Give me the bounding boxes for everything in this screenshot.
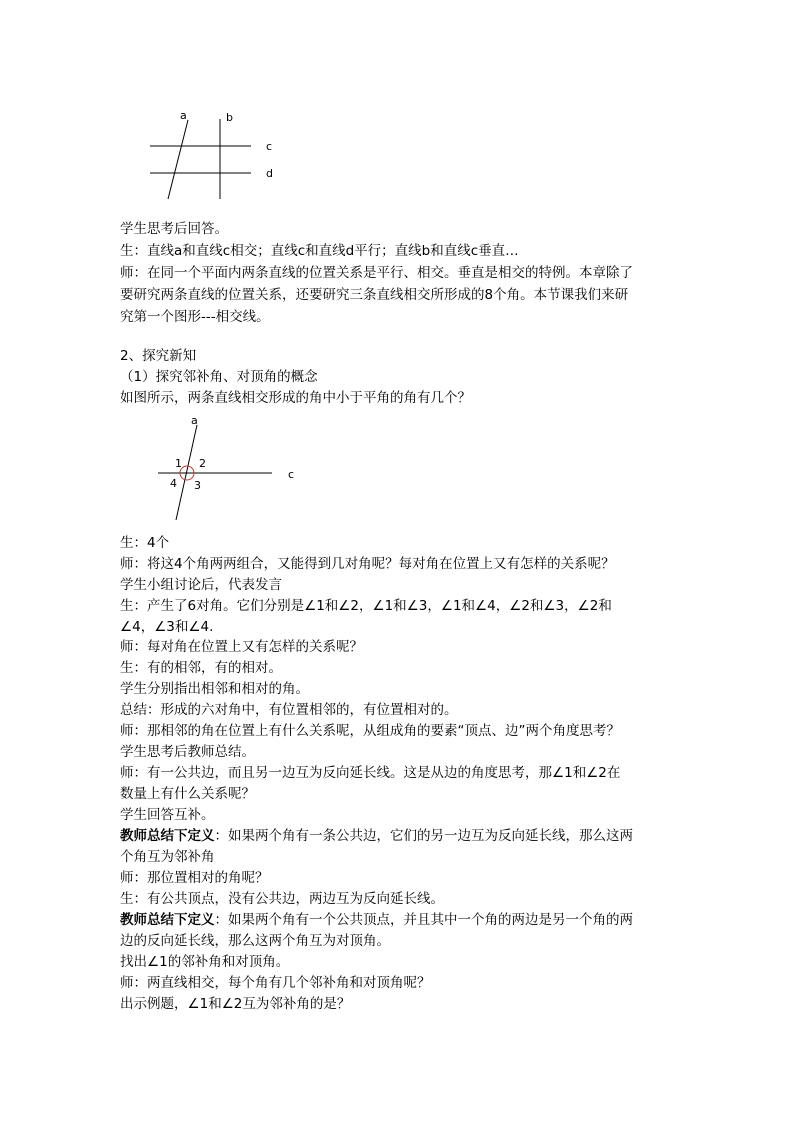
- definition-label: 教师总结下定义: [120, 828, 215, 844]
- text-line: 究第一个图形---相交线。: [120, 309, 270, 325]
- label-a: a: [191, 414, 198, 427]
- text-line: 生：4个: [120, 535, 170, 551]
- text-line: 生：有的相邻，有的相对。: [120, 660, 282, 676]
- definition-line: [120, 911, 633, 929]
- text-line: 师：将这4个角两两组合，又能得到几对角呢？每对角在位置上又有怎样的关系呢？: [120, 556, 615, 572]
- text-line: 要研究两条直线的位置关系，还要研究三条直线相交所形成的8个角。本节课我们来研: [120, 287, 629, 303]
- text-line: 数量上有什么关系呢？: [120, 786, 255, 802]
- text-line: 师：在同一个平面内两条直线的位置关系是平行、相交。垂直是相交的特例。本章除了: [120, 265, 633, 281]
- text-line: 总结：形成的六对角中，有位置相邻的，有位置相对的。: [120, 702, 458, 718]
- section-heading: 2、探究新知: [120, 348, 197, 364]
- text-line: 个角互为邻补角: [120, 849, 215, 865]
- text-line: 学生思考后回答。: [120, 221, 228, 237]
- angle-4-label: 4: [170, 477, 177, 490]
- text-line: 如图所示，两条直线相交形成的角中小于平角的角有几个？: [120, 390, 471, 406]
- subsection-heading: （1）探究邻补角、对顶角的概念: [120, 369, 318, 385]
- text-line: 生：有公共顶点，没有公共边，两边互为反向延长线。: [120, 891, 444, 907]
- figure-lines-abcd: [140, 102, 290, 202]
- figure-intersecting-lines: [150, 412, 310, 522]
- text-line: 生：直线a和直线c相交；直线c和直线d平行；直线b和直线c垂直…: [120, 243, 519, 259]
- label-a: a: [180, 109, 187, 122]
- text-line: 边的反向延长线，那么这两个角互为对顶角。: [120, 933, 390, 949]
- text-line: 出示例题，∠1和∠2互为邻补角的是？: [120, 996, 351, 1012]
- text-line: 师：那位置相对的角呢？: [120, 870, 269, 886]
- text-line: 学生思考后教师总结。: [120, 744, 255, 760]
- text-line: 学生回答互补。: [120, 807, 215, 823]
- text-line: 师：那相邻的角在位置上有什么关系呢，从组成角的要素“顶点、边”两个角度思考？: [120, 723, 620, 739]
- line-a: [168, 120, 188, 199]
- text-line: 师：两直线相交，每个角有几个邻补角和对顶角呢？: [120, 975, 431, 991]
- text-line: 学生分别指出相邻和相对的角。: [120, 681, 309, 697]
- definition-text: ：如果两个角有一条公共边，它们的另一边互为反向延长线，那么这两: [214, 828, 633, 844]
- text-line: 师：有一公共边，而且另一边互为反向延长线。这是从边的角度思考，那∠1和∠2在: [120, 765, 621, 781]
- label-c: c: [266, 140, 273, 153]
- angle-3-label: 3: [194, 479, 201, 492]
- definition-text: ：如果两个角有一个公共顶点，并且其中一个角的两边是另一个角的两: [214, 912, 633, 928]
- text-line: 师：每对角在位置上又有怎样的关系呢？: [120, 639, 363, 655]
- angle-2-label: 2: [199, 457, 206, 470]
- text-line: ∠4，∠3和∠4.: [120, 619, 214, 635]
- angle-1-label: 1: [175, 457, 182, 470]
- text-line: 学生小组讨论后，代表发言: [120, 577, 282, 593]
- label-b: b: [226, 111, 233, 124]
- text-line: 生：产生了6对角。它们分别是∠1和∠2，∠1和∠3，∠1和∠4，∠2和∠3，∠2和: [120, 598, 612, 614]
- definition-label: 教师总结下定义: [120, 912, 215, 928]
- label-d: d: [266, 167, 273, 180]
- label-c: c: [288, 468, 295, 481]
- definition-line: [120, 827, 633, 845]
- text-line: 找出∠1的邻补角和对顶角。: [120, 954, 290, 970]
